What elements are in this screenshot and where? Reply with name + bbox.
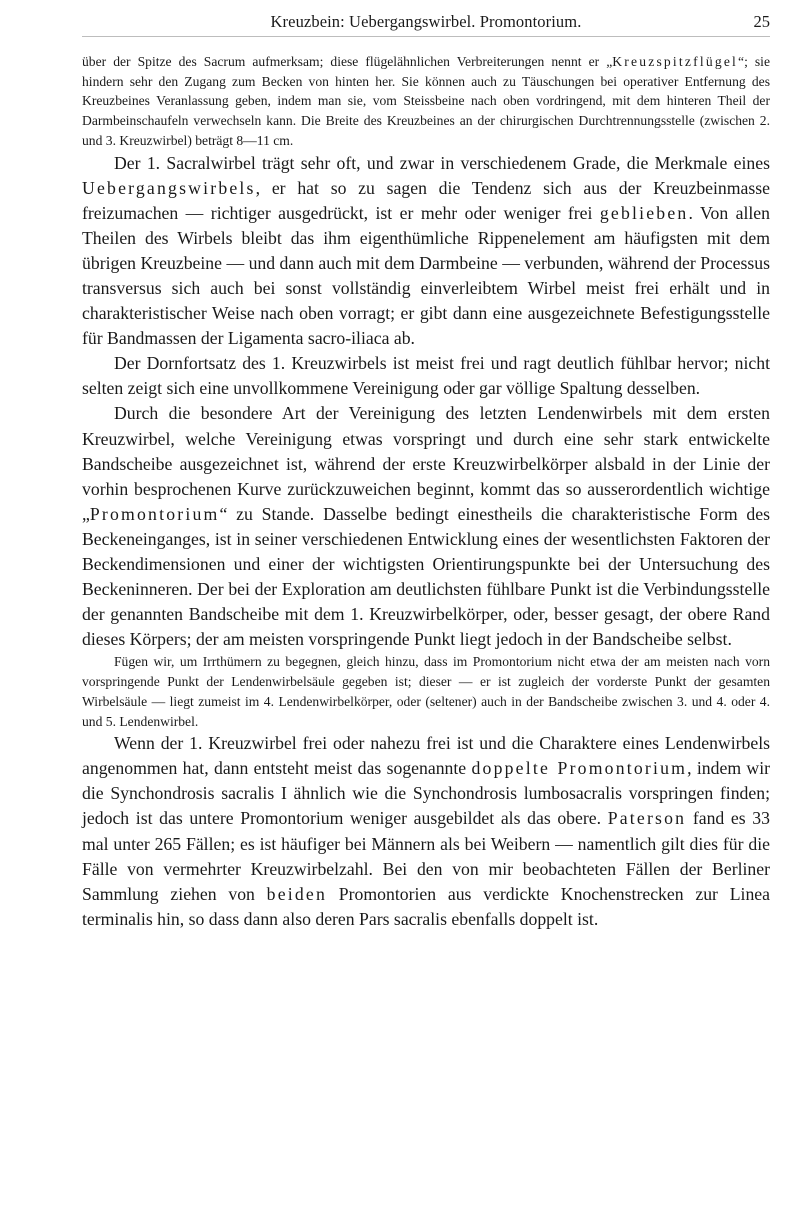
paragraph-dornfortsatz	[82, 351, 770, 401]
emphasized-text: geblieben	[599, 202, 689, 223]
text-run: fand es 33 mal unter 265 Fällen; es ist häufiger bei Männern als bei Weibern — namentlich gilt dies für die Fälle von vermehrter Kreuzwirbelzahl. Bei den von mir beobachteten Fällen der Berliner Sammlung ziehen von	[82, 808, 770, 904]
paragraph-uebergangswirbel	[82, 151, 770, 352]
text-run: Der 1. Sacralwirbel trägt sehr oft, und zwar in verschiedenem Grade, die Merkmale eines	[114, 152, 770, 173]
text-run: . Von allen Theilen des Wirbels bleibt das ihm eigenthümliche Rippenelement am häufigsten mit dem übrigen Kreuzbeine — und dann auch mit dem Darmbeine — verbunden, während der Processus transversus sich auch bei sonst vollständig einverleibtem Wirbel meist frei erhält und in charakteristischer Weise nach oben vorragt; er gibt dann eine ausgezeichnete Befestigungsstelle für Bandmassen der Ligamenta sacro-iliaca ab.	[82, 202, 770, 349]
emphasized-text: Promontorium	[89, 503, 220, 524]
text-run: über der Spitze des Sacrum aufmerksam; diese flügelähnlichen Verbreiterungen nennt er „	[82, 54, 613, 69]
text-run: “; sie hindern sehr den Zugang zum Becken von hinten her. Sie können auch zu Täuschungen bei operativer Entfernung des Kreuzbeines Veranlassung geben, indem man sie, vom Steissbeine nach oben vordringend, mit dem hinteren Theil der Darmbeinschaufeln verwechseln kann. Die Breite des Kreuzbeines an der chirurgischen Durchtrennungsstelle (zwischen 2. und 3. Kreuzwirbel) beträgt 8—11 cm.	[82, 54, 770, 148]
emphasized-text: doppelte Promontorium	[471, 758, 688, 779]
paragraph-kreuzspitzfluegel	[82, 52, 770, 151]
emphasized-text: Kreuzspitzflügel	[612, 54, 739, 69]
text-run: Promontorien aus verdickte Knochenstrecken zur Linea terminalis hin, so dass dann also deren Pars sacralis ebenfalls doppelt ist.	[82, 883, 770, 929]
running-title: Kreuzbein: Uebergangswirbel. Promontorium.	[270, 12, 582, 31]
text-run: Wenn der 1. Kreuzwirbel frei oder nahezu frei ist und die Charaktere eines Lendenwirbels angenommen hat, dann entsteht meist das sogenannte	[82, 733, 770, 779]
running-head	[82, 10, 770, 37]
page-number: 25	[753, 12, 770, 31]
paragraph-doppeltes-promontorium	[82, 731, 770, 932]
text-run: Durch die besondere Art der Vereinigung des letzten Lendenwirbels mit dem ersten Kreuzwirbel, welche Vereinigung etwas vorspringt und durch eine sehr stark entwickelte Bandscheibe ausgezeichnet ist, während der erste Kreuzwirbelkörper alsbald in der Linie der vorhin besprochenen Kurve zurückzuweichen beginnt, kommt das so ausserordentlich wichtige „	[82, 403, 770, 524]
text-run: , indem wir die Synchondrosis sacralis I ähnlich wie die Synchondrosis lumbosacralis vorspringen finden; jedoch ist das untere Promontorium weniger ausgebildet als das obere.	[82, 758, 770, 829]
text-run: Der Dornfortsatz des 1. Kreuzwirbels ist meist frei und ragt deutlich fühlbar hervor; nicht selten zeigt sich eine unvollkommene Vereinigung oder gar völlige Spaltung desselben.	[82, 353, 770, 399]
text-run: “ zu Stande. Dasselbe bedingt einestheils die charakteristische Form des Beckeneinganges, ist in seiner verschiedenen Entwicklung eines der wesentlichsten Faktoren der Beckendimensionen und einer der wichtigsten Orientirungspunkte bei der Untersuchung des Beckeninneren. Der bei der Exploration am deutlichsten fühlbare Punkt ist die Verbindungsstelle der genannten Bandscheibe mit dem 1. Kreuzwirbelkörper, oder, besser gesagt, der obere Rand dieses Körpers; der am meisten vorspringende Punkt liegt jedoch in der Bandscheibe selbst.	[82, 503, 770, 650]
emphasized-text: Uebergangswirbels	[82, 177, 256, 198]
text-run: , er hat so zu sagen die Tendenz sich aus der Kreuzbeinmasse freizumachen — richtiger ausgedrückt, ist er mehr oder weniger frei	[82, 177, 770, 223]
emphasized-text: Paterson	[607, 808, 687, 829]
page-body	[82, 52, 770, 932]
paragraph-promontorium	[82, 401, 770, 652]
text-run: Fügen wir, um Irrthümern zu begegnen, gleich hinzu, dass im Promontorium nicht etwa der am meisten nach vorn vorspringende Punkt der Lendenwirbelsäule gegeben ist; dieser — er ist zugleich der vorderste Punkt der gesamten Wirbelsäule — liegt zumeist im 4. Lendenwirbelkörper, oder (seltener) auch in der Bandscheibe zwischen 3. und 4. oder 4. und 5. Lendenwirbel.	[82, 654, 770, 729]
emphasized-text: beiden	[266, 883, 328, 904]
paragraph-note-vorsprung	[82, 652, 770, 731]
